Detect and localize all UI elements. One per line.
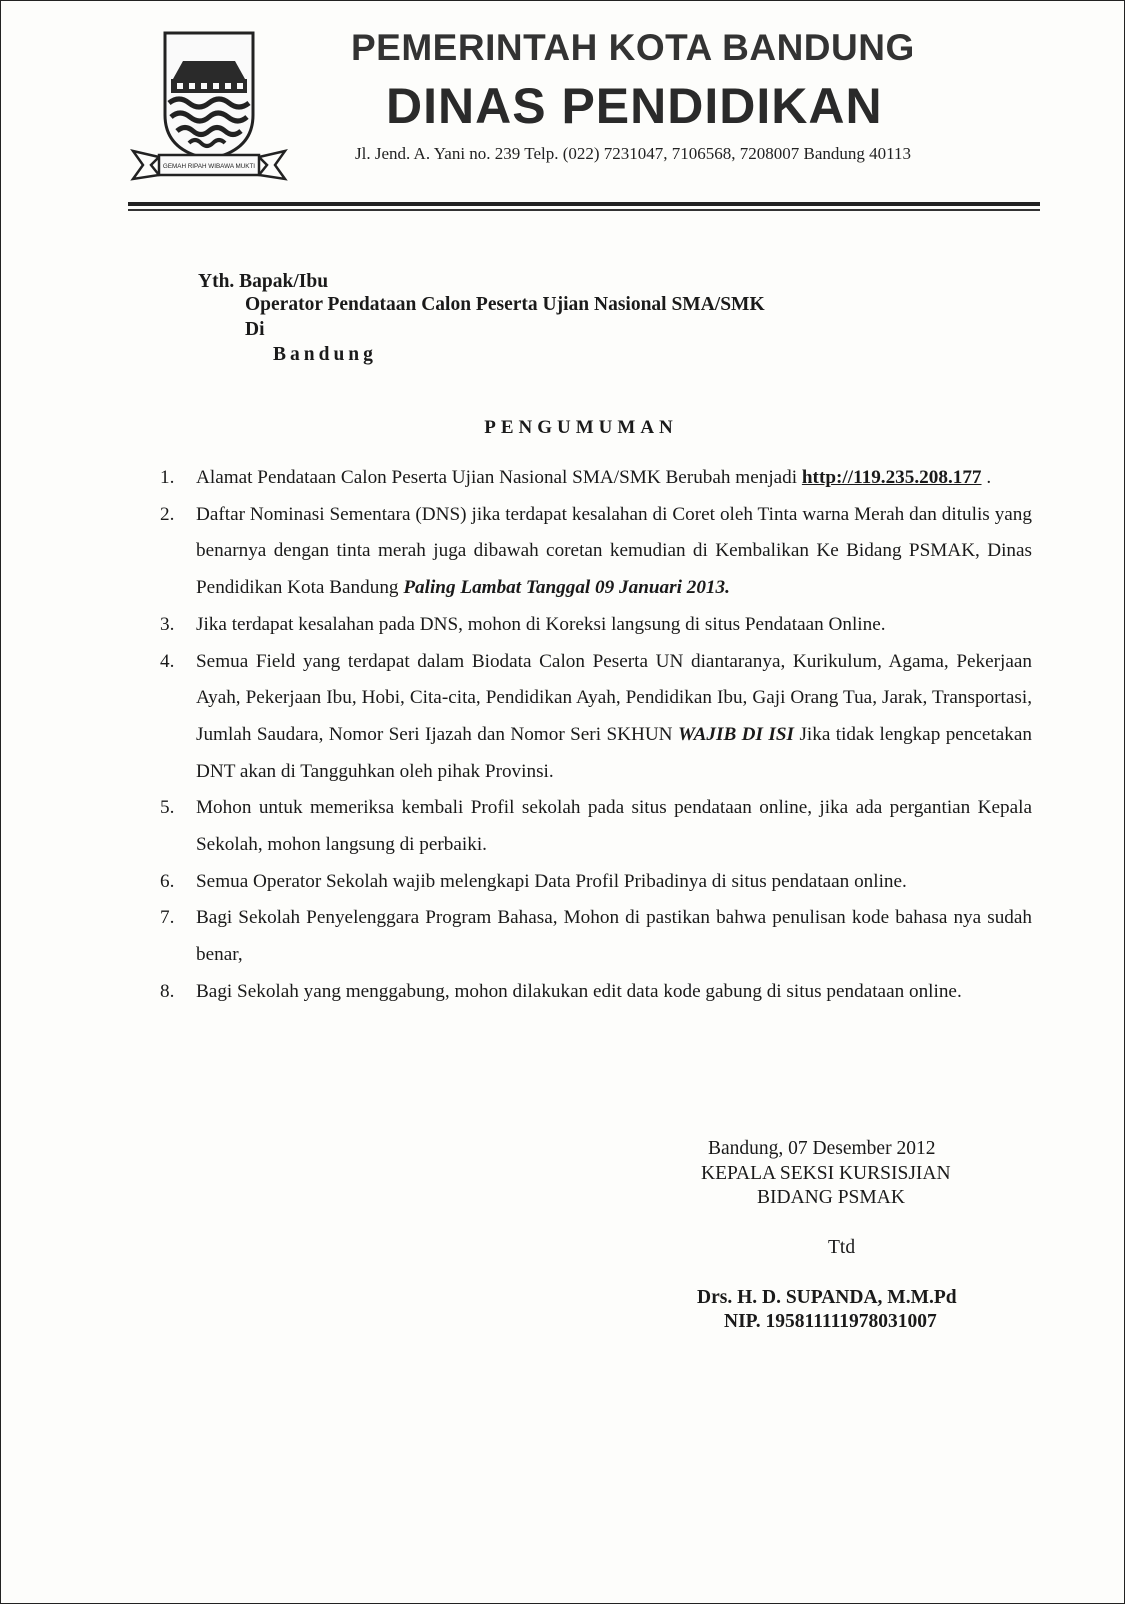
header-divider-thin <box>128 209 1040 211</box>
list-item <box>160 790 1032 863</box>
bandung-city-emblem-icon <box>129 29 299 185</box>
signature-role: KEPALA SEKSI KURSISJIAN <box>701 1163 951 1184</box>
item-text: Mohon untuk memeriksa kembali Profil sekolah pada situs pendataan online, jika ada pergantian Kepala Sekolah, mohon langsung di perbaiki. <box>196 797 1032 856</box>
item-number: 3. <box>160 613 175 635</box>
recipient-di: Di <box>245 319 265 340</box>
signatory-nip: NIP. 195811111978031007 <box>724 1311 937 1332</box>
list-item <box>160 644 1032 791</box>
list-item <box>160 497 1032 607</box>
list-item <box>160 607 1032 644</box>
item-text: Semua Field yang terdapat dalam Biodata Calon Peserta UN diantaranya, Kurikulum, Agama, Pekerjaan Ayah, Pekerjaan Ibu, Hobi, Cita-cita, Pendidikan Ayah, Pendidikan Ibu, Gaji Orang Tua, Jarak, Transportasi, Jumlah Saudara, Nomor Seri Ijazah dan Nomor Seri SKHUN <box>196 650 1032 745</box>
office-address: Jl. Jend. A. Yani no. 239 Telp. (022) 7231047, 7106568, 7208007 Bandung 40113 <box>355 144 912 163</box>
item-number: 8. <box>160 980 175 1002</box>
recipient-position: Operator Pendataan Calon Peserta Ujian Nasional SMA/SMK <box>245 294 765 315</box>
list-item <box>160 864 1032 901</box>
header-divider-thick <box>128 202 1040 206</box>
government-name: PEMERINTAH KOTA BANDUNG <box>351 27 915 68</box>
announcement-list <box>160 460 1032 1011</box>
mandatory-emphasis: WAJIB DI ISI <box>677 723 795 745</box>
item-text: Jika terdapat kesalahan pada DNS, mohon di Koreksi langsung di situs Pendataan Online. <box>196 613 886 635</box>
item-number: 5. <box>160 797 175 819</box>
item-number: 1. <box>160 467 175 488</box>
pendataan-url-link[interactable]: http://119.235.208.177 <box>801 467 982 488</box>
deadline-emphasis: Paling Lambat Tanggal 09 Januari 2013. <box>403 577 730 599</box>
item-text: Daftar Nominasi Sementara (DNS) jika terdapat kesalahan di Coret oleh Tinta warna Merah dan ditulis yang benarnya dengan tinta merah juga dibawah coretan kemudian di Kembalikan Ke Bidang PSMAK, Dinas Pendidikan Kota Bandung <box>196 503 1032 599</box>
item-number: 7. <box>160 907 175 929</box>
item-text: Bagi Sekolah yang menggabung, mohon dilakukan edit data kode gabung di situs pendataan online. <box>196 980 962 1002</box>
item-text-tail: Jika tidak lengkap pencetakan DNT akan di Tangguhkan oleh pihak Provinsi. <box>196 723 1032 782</box>
item-number: 2. <box>160 503 175 525</box>
signature-unit: BIDANG PSMAK <box>757 1187 905 1208</box>
announcement-title: PENGUMUMAN <box>484 417 678 438</box>
list-item <box>160 460 1032 497</box>
signatory-name: Drs. H. D. SUPANDA, M.M.Pd <box>697 1287 957 1308</box>
item-text: Bagi Sekolah Penyelenggara Program Bahasa, Mohon di pastikan bahwa penulisan kode bahasa nya sudah benar, <box>196 907 1032 966</box>
list-item <box>160 900 1032 973</box>
item-text-tail: . <box>981 467 992 488</box>
signature-place-date: Bandung, 07 Desember 2012 <box>708 1138 936 1159</box>
item-number: 6. <box>160 870 175 892</box>
item-number: 4. <box>160 650 175 672</box>
logo-motto: GEMAH RIPAH WIBAWA MUKTI <box>162 163 256 170</box>
department-name: DINAS PENDIDIKAN <box>386 78 883 134</box>
list-item <box>160 974 1032 1011</box>
signature-ttd: Ttd <box>828 1237 856 1258</box>
recipient-salutation: Yth. Bapak/Ibu <box>198 271 329 292</box>
item-text: Alamat Pendataan Calon Peserta Ujian Nasional SMA/SMK Berubah menjadi <box>196 467 802 488</box>
item-text: Semua Operator Sekolah wajib melengkapi Data Profil Pribadinya di situs pendataan online. <box>196 870 907 892</box>
recipient-city: Bandung <box>273 344 377 365</box>
